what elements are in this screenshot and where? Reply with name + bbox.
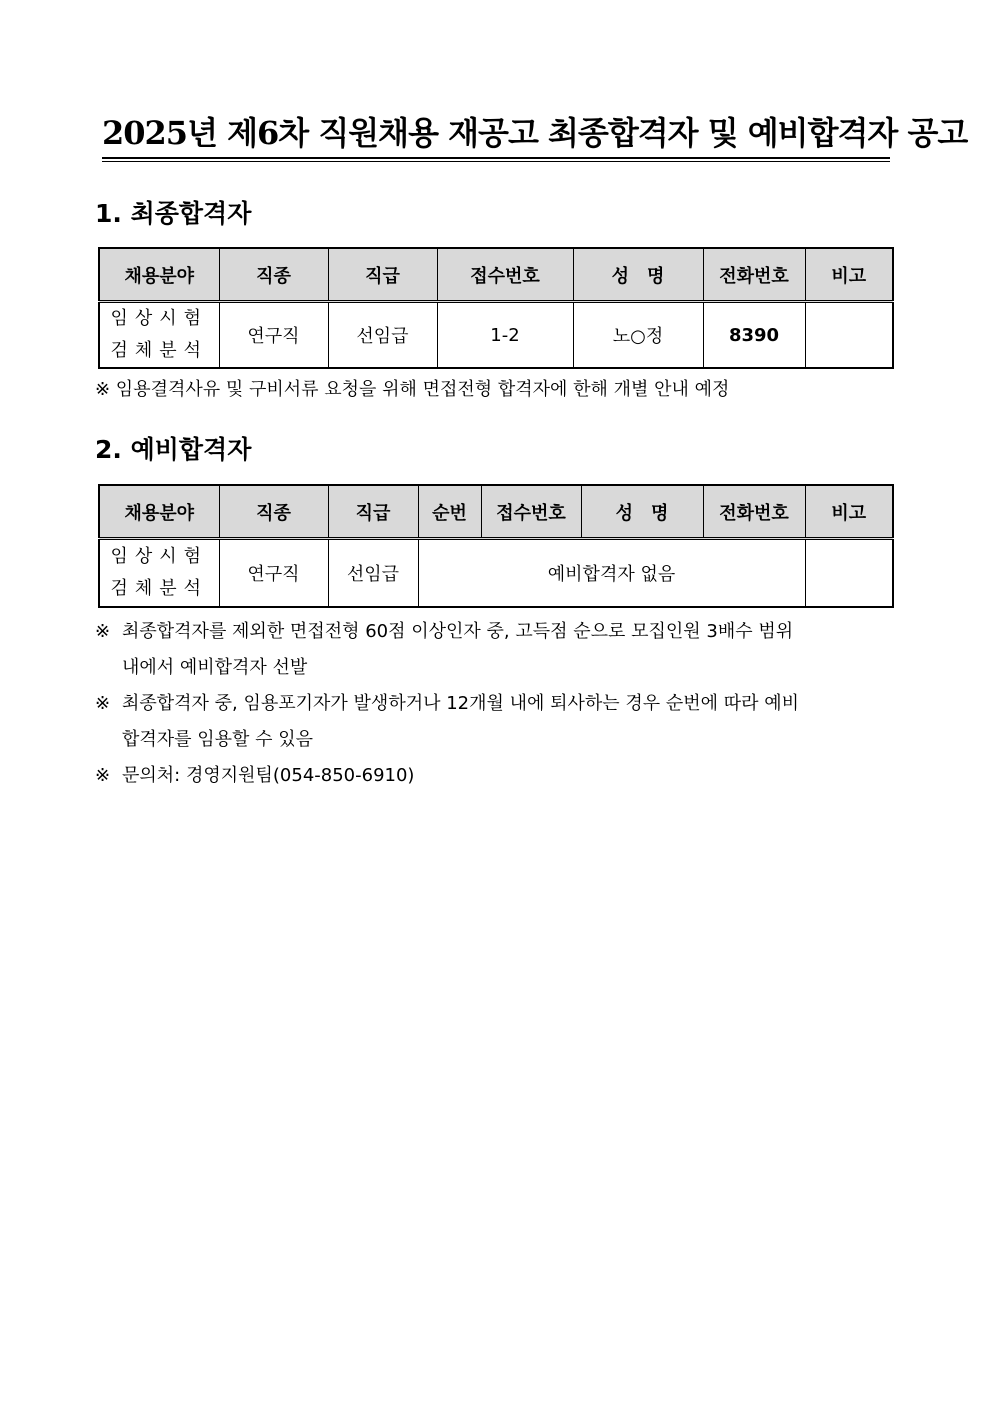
header-cell: 접수번호 — [437, 248, 573, 302]
final-candidates-table — [98, 247, 894, 369]
note-text: 최종합격자 중, 임용포기자가 발생하거나 12개월 내에 퇴사하는 경우 순번에 따라 예비 — [122, 693, 800, 714]
note-text: 최종합격자를 제외한 면접전형 60점 이상인자 중, 고득점 순으로 모집인원 3배수 범위 — [122, 621, 794, 642]
header-cell: 순번 — [418, 485, 481, 539]
receipt-no-cell: 1-2 — [437, 302, 573, 369]
phone-cell: 8390 — [703, 302, 805, 369]
header-cell: 비고 — [805, 485, 893, 539]
header-cell: 비고 — [805, 248, 893, 302]
table-header-row — [99, 248, 893, 302]
header-cell: 직급 — [328, 248, 437, 302]
field-cell — [99, 302, 219, 369]
title-underline — [102, 161, 890, 162]
field-line: 임상시험 — [110, 545, 209, 567]
header-cell: 직급 — [328, 485, 418, 539]
field-line: 임상시험 — [110, 308, 209, 329]
field-cell — [99, 539, 219, 607]
header-cell: 전화번호 — [703, 248, 805, 302]
remarks-cell — [805, 539, 893, 607]
note-mark: ※ — [95, 693, 111, 714]
note-text-continued: 합격자를 임용할 수 있음 — [122, 729, 314, 750]
header-cell: 접수번호 — [481, 485, 581, 539]
name-cell: 노○정 — [573, 302, 703, 369]
note-text: 문의처: 경영지원팀(054-850-6910) — [122, 765, 415, 786]
header-cell: 직종 — [219, 248, 328, 302]
job-type-cell: 연구직 — [219, 539, 328, 607]
table-row — [99, 302, 893, 369]
note-mark: ※ — [95, 621, 111, 642]
header-cell: 성 명 — [573, 248, 703, 302]
remarks-cell — [805, 302, 893, 369]
field-line: 검체분석 — [110, 577, 209, 599]
header-cell: 채용분야 — [99, 485, 219, 539]
note-text-continued: 내에서 예비합격자 선발 — [122, 657, 308, 678]
header-cell: 전화번호 — [703, 485, 805, 539]
job-type-cell: 연구직 — [219, 302, 328, 369]
header-cell: 채용분야 — [99, 248, 219, 302]
reserve-note-1 — [95, 614, 895, 686]
page-title-text: 2025년 제6차 직원채용 재공고 최종합격자 및 예비합격자 공고 — [102, 114, 968, 152]
contact-note — [95, 758, 895, 794]
grade-cell: 선임급 — [328, 539, 418, 607]
section-heading-reserve: 2. 예비합격자 — [95, 435, 252, 464]
header-cell: 성 명 — [581, 485, 703, 539]
page-title — [102, 113, 968, 159]
final-note: ※ 임용결격사유 및 구비서류 요청을 위해 면접전형 합격자에 한해 개별 안내 예정 — [95, 379, 730, 400]
note-mark: ※ — [95, 765, 111, 786]
header-cell: 직종 — [219, 485, 328, 539]
grade-cell: 선임급 — [328, 302, 437, 369]
reserve-candidates-table — [98, 484, 894, 608]
no-reserve-cell: 예비합격자 없음 — [418, 539, 805, 607]
section-heading-final: 1. 최종합격자 — [95, 199, 252, 228]
reserve-note-2 — [95, 686, 895, 758]
table-row — [99, 539, 893, 607]
field-line: 검체분석 — [110, 340, 209, 361]
table-header-row — [99, 485, 893, 539]
